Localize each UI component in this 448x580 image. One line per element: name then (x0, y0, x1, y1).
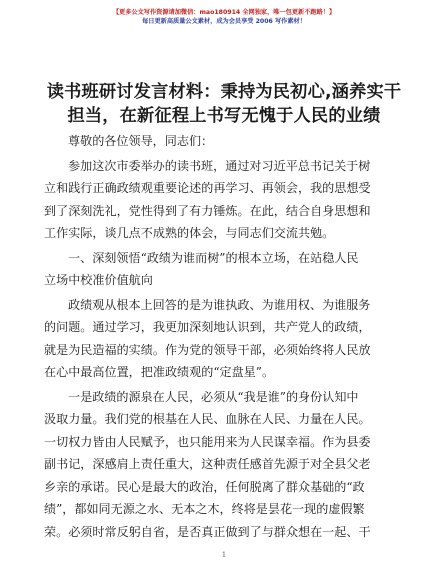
promo-banner-line-1: 【更多公文写作资源请加微信：mao180914 全网独家，唯一包更新不跑路！】 (112, 9, 336, 16)
body-line: 绩”，都如同无源之水、无本之木，终将是昙花一现的虚假繁 (44, 502, 365, 516)
salutation: 尊敬的各位领导，同志们： (68, 134, 214, 148)
section-heading-line: 一、深刻领悟“政绩为谁而树”的根本立场，在站稳人民 (68, 250, 359, 265)
body-line: 到了深刻洗礼，党性得到了有力锤炼。在此，结合自身思想和 (44, 203, 371, 218)
body-line: 就是为民造福的实绩。作为党的领导干部，必须始终将人民放 (44, 342, 371, 357)
document-title (44, 80, 404, 128)
body-line: 副书记，深感肩上责任重大，这种责任感首先源于对全县父老 (44, 457, 371, 471)
promo-banner (0, 8, 448, 26)
body-line: 政绩观从根本上回答的是为谁执政、为谁用权、为谁服务 (68, 297, 371, 312)
title-line-1: 读书班研讨发言材料：秉持为民初心,涵养实干 (46, 82, 402, 102)
section-heading-line: 立场中校准价值航向 (44, 273, 153, 287)
body-line: 一是政绩的源泉在人民，必须从“我是谁”的身份认知中 (68, 389, 359, 404)
document-body (44, 130, 404, 543)
body-line: 荣。必须时常反躬自省，是否真正做到了与群众想在一起、干 (44, 524, 371, 539)
body-line: 立和践行正确政绩观重要论述的再学习、再领会，我的思想受 (44, 181, 371, 195)
body-line: 工作实际，谈几点不成熟的体会，与同志们交流共勉。 (44, 226, 335, 240)
title-line-2: 担当，在新征程上书写无愧于人民的业绩 (67, 106, 381, 126)
body-line: 汲取力量。我们党的根基在人民、血脉在人民、力量在人民。 (44, 412, 371, 426)
body-line: 乡亲的承诺。民心是最大的政治，任何脱离了群众基础的“政 (44, 479, 365, 494)
body-line: 一切权力皆由人民赋予，也只能用来为人民谋幸福。作为县委 (44, 434, 371, 449)
body-line: 参加这次市委举办的读书班，通过对习近平总书记关于树 (68, 158, 371, 173)
body-line: 的问题。通过学习，我更加深刻地认识到，共产党人的政绩， (44, 320, 371, 334)
page-number: 1 (221, 551, 227, 559)
promo-banner-line-2: 每日更新高质量公文素材，成为会员享受 2006 写作素材！ (142, 18, 306, 25)
body-line: 在心中最高位置，把准政绩观的“定盘星”。 (44, 365, 275, 379)
